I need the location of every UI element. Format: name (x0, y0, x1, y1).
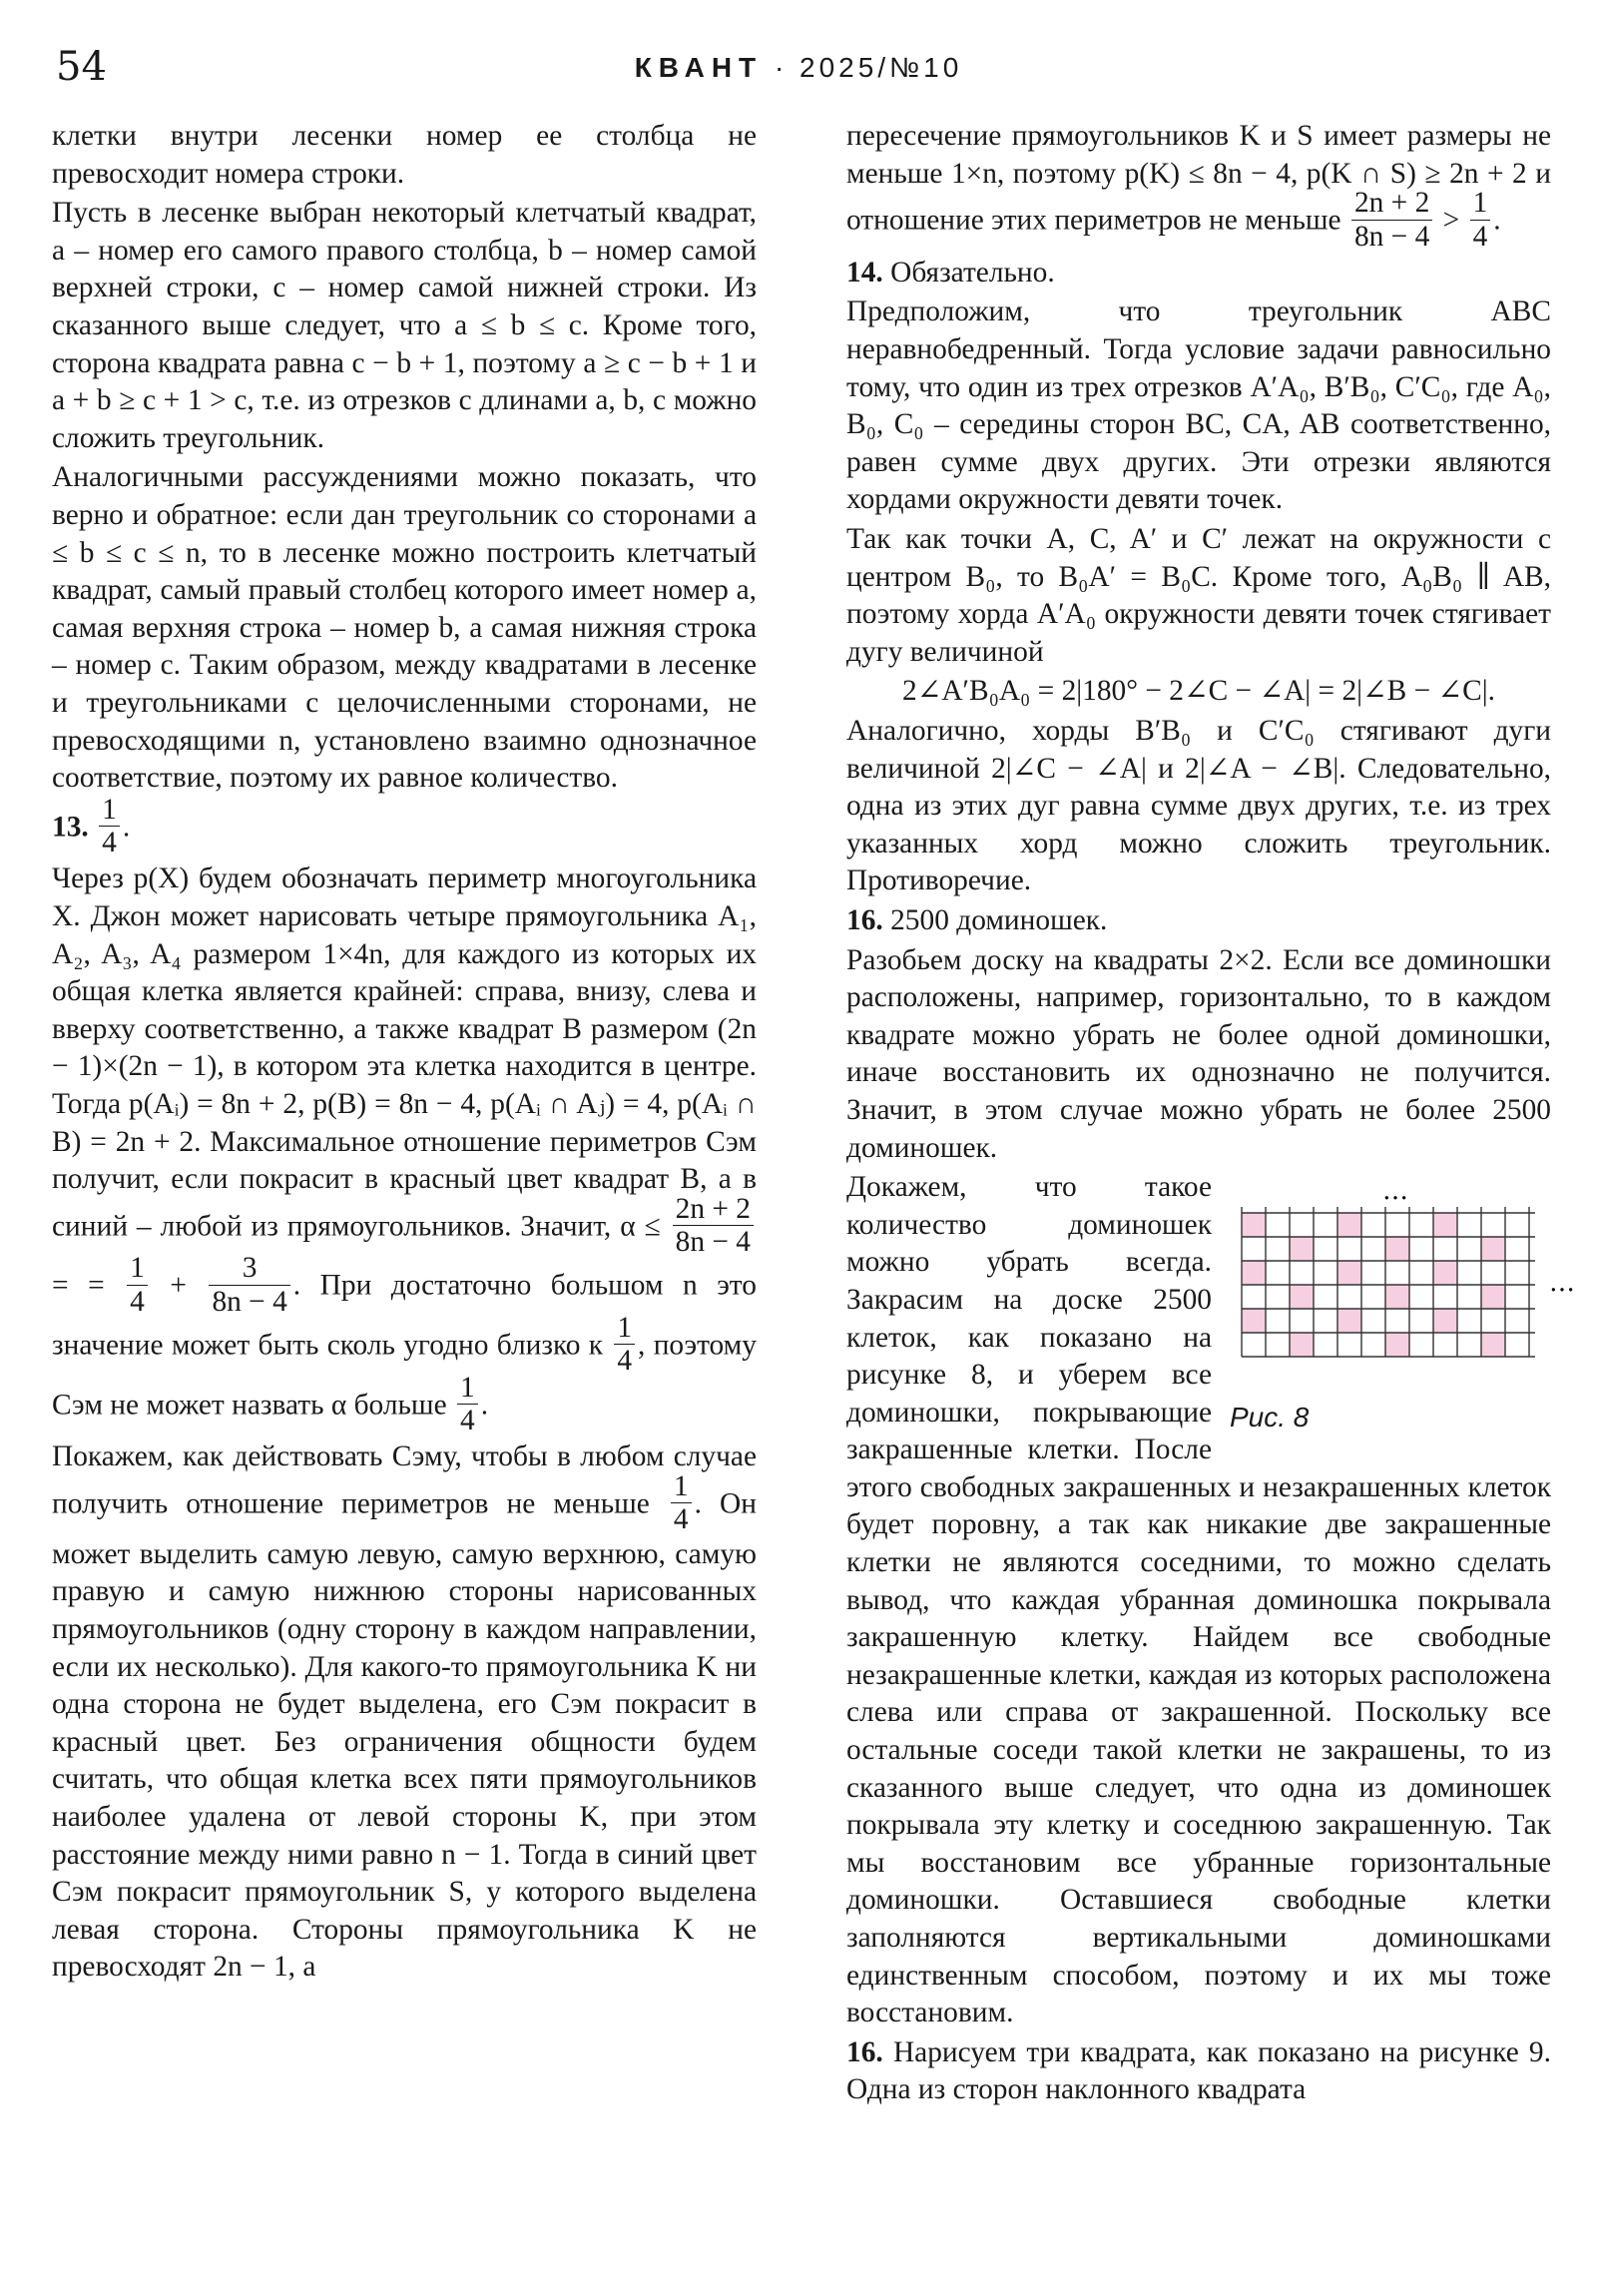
paragraph: Через p(X) будем обозначать периметр многоугольника X. Джон может нарисовать четыре прямоугольника A₁, A₂, A₃, A₄ размером 1×4n, для каждого из которых их общая клетка является крайней: справа, внизу, слева и вверху соответственно, а также квадрат B размером (2n − 1)×(2n − 1), в котором эта клетка находится в центре. Тогда p(Aᵢ) = 8n + 2, p(B) = 8n − 4, p(Aᵢ ∩ Aⱼ) = 4, p(Aᵢ ∩ B) = 2n + 2. Максимальное отношение периметров Сэм получит, если покрасит в красный цвет квадрат B, а в синий – любой из прямоугольников. Значит, α ≤ $\frac{2n + 2}{8n - 4}$ = = $\frac{1}{4}$ + $\frac{3}{8n - 4}$ . При достаточно большом n это значение может быть сколь угодно близко к $\frac{1}{4}$ , поэтому Сэм не может назвать α больше $\frac{1}{4}$ . (52, 862, 757, 1437)
fraction-2n2-8n4: $\frac{2n + 2}{8n - 4}$ (1351, 187, 1432, 253)
running-head (52, 52, 1545, 84)
paragraph: Разобьем доску на квадраты 2×2. Если все доминошки расположены, например, горизонтально, то в каждом квадрате можно убрать не более одной доминошки, иначе восстановить их однозначно не получится. Значит, в этом случае можно убрать не более 2500 доминошек. (846, 943, 1551, 1164)
paragraph: пересечение прямоугольников K и S имеет размеры не меньше 1×n, поэтому p(K) ≤ 8n − 4, p(K ∩ S) ≥ 2n + 2 и отношение этих периметров не меньше $\frac{2n + 2}{8n - 4}$ > $\frac{1}{4}$ . (846, 120, 1551, 253)
problem-number: 13. (52, 811, 89, 844)
paragraph: Так как точки A, C, A′ и C′ лежат на окружности с центром B₀, то B₀A′ = B₀C. Кроме того, A₀B₀ ∥ AB, поэтому хорда A′A₀ окружности девяти точек стягивает дугу величиной (846, 523, 1551, 668)
paragraph: клетки внутри лесенки номер ее столбца не превосходит номера строки. (52, 120, 757, 190)
paragraph: Аналогично, хорды B′B₀ и C′C₀ стягивают дуги величиной 2|∠C − ∠A| и 2|∠A − ∠B|. Следовательно, одна из этих дуг равна сумме двух других, т.е. из трех указанных хорд можно сложить треугольник. Противоречие. (846, 715, 1551, 897)
magazine-title: КВАНТ (634, 52, 764, 83)
paragraph: Покажем, как действовать Сэму, чтобы в любом случае получить отношение периметров не меньше $\frac{1}{4}$ . Он может выделить самую левую, самую верхнюю, самую правую и самую нижнюю стороны нарисованных прямоугольников (одну сторону в каждом направлении, если их несколько). Для какого-то прямоугольника K ни одна сторона не будет выделена, его Сэм покрасит в красный цвет. Без ограничения общности будем считать, что общая клетка всех пяти прямоугольников наиболее удалена от левой стороны K, при этом расстояние между ними равно n − 1. Тогда в синий цвет Сэм покрасит прямоугольник S, у которого выделена левая сторона. Стороны прямоугольника K не превосходят 2n − 1, а (52, 1440, 757, 1984)
shaded-cell (1337, 1309, 1361, 1333)
shaded-cell (1385, 1237, 1409, 1261)
shaded-cell (1481, 1237, 1505, 1261)
paragraph: Аналогичными рассуждениями можно показать, что верно и обратное: если дан треугольник со сторонами a ≤ b ≤ c ≤ n, то в лесенке можно построить клетчатый квадрат, самый правый столбец которого имеет номер a, самая верхняя строка – номер b, а самая нижняя строка – номер c. Таким образом, между квадратами в лесенке и треугольниками с целочисленными сторонами, не превосходящими n, установлено взаимно однозначное соответствие, поэтому их равное количество. (52, 461, 757, 795)
answer-14: 14. Обязательно. (846, 256, 1055, 288)
fraction-one-quarter: $\frac{1}{4}$ (127, 1252, 148, 1318)
left-column (52, 118, 757, 1987)
problem-number: 16. (846, 2035, 883, 2068)
figure-8 (1222, 1173, 1575, 1442)
shaded-cell (1290, 1333, 1314, 1357)
solution-16: 16. Нарисуем три квадрата, как показано на рисунке 9. Одна из сторон наклонного квадрата (846, 2035, 1551, 2106)
shaded-cell (1242, 1261, 1266, 1285)
paragraph: Предположим, что треугольник ABC неравнобедренный. Тогда условие задачи равносильно тому, что один из трех отрезков A′A₀, B′B₀, C′C₀, где A₀, B₀, C₀ – середины сторон BC, CA, AB соответственно, равен сумме двух других. Эти отрезки являются хордами окружности девяти точек. (846, 295, 1551, 516)
paragraph: Пусть в лесенке выбран некоторый клетчатый квадрат, a – номер его самого правого столбца, b – номер самой верхней строки, c – номер самой нижней строки. Из сказанного выше следует, что a ≤ b ≤ c. Кроме того, сторона квадрата равна c − b + 1, поэтому a ≥ c − b + 1 и a + b ≥ c + 1 > c, т.е. из отрезков с длинами a, b, c можно сложить треугольник. (52, 197, 757, 454)
problem-number: 16. (846, 903, 883, 936)
shaded-cell (1385, 1333, 1409, 1357)
shaded-cell (1433, 1309, 1457, 1333)
paragraph: … … Рис. 8 Докажем, что такое количество доминошек можно убрать всегда. Закрасим на доске 2500 клеток, как показано на рисунке 8, и уберем все доминошки, покрывающие закрашенные клетки. После этого свободных закрашенных и незакрашенных клеток будет поровну, а так как никакие две закрашенные клетки не являются соседними, то можно сделать вывод, что каждая убранная доминошка покрывала закрашенную клетку. Найдем все свободные незакрашенные клетки, каждая из которых расположена слева или справа от закрашенной. Поскольку все остальные соседи такой клетки не закрашены, то из сказанного выше следует, что одна из доминошек покрывала эту клетку и соседнюю закрашенную. Так мы восстановим все убранные горизонтальные доминошки. Оставшиеся свободные клетки заполняются вертикальными доминошками единственным способом, поэтому и их мы тоже восстановим. (846, 1171, 1575, 2029)
shaded-cell (1433, 1261, 1457, 1285)
shaded-cell (1385, 1285, 1409, 1309)
fraction-one-quarter: $\frac{1}{4}$ (1470, 187, 1491, 253)
shaded-cell (1242, 1213, 1266, 1237)
right-column (846, 118, 1575, 2109)
fraction-2n2-8n4: $\frac{2n + 2}{8n - 4}$ (673, 1193, 754, 1259)
answer-13: 13. $\frac{1}{4}$ . (52, 793, 131, 860)
problem-number: 14. (846, 256, 883, 288)
figure-caption: Рис. 8 (1230, 1402, 1310, 1434)
shaded-cell (1290, 1285, 1314, 1309)
fraction-one-quarter: $\frac{1}{4}$ (457, 1372, 478, 1437)
fraction-one-quarter: $\frac{1}{4}$ (671, 1470, 692, 1536)
shaded-cell (1337, 1213, 1361, 1237)
ellipsis-top: … (1382, 1176, 1408, 1207)
answer-16: 16. 2500 доминошек. (846, 903, 1108, 936)
fraction-one-quarter: $\frac{1}{4}$ (614, 1312, 635, 1378)
issue-number: · 2025/№10 (774, 52, 963, 83)
fraction-3-8n4: $\frac{3}{8n - 4}$ (209, 1252, 289, 1318)
page-number: 54 (56, 44, 107, 90)
page-header (52, 38, 1545, 98)
shaded-cell (1481, 1333, 1505, 1357)
fraction-one-quarter: $\frac{1}{4}$ (99, 794, 120, 860)
shaded-cell (1242, 1309, 1266, 1333)
shaded-cell (1481, 1285, 1505, 1309)
equation: 2∠A′B₀A₀ = 2|180° − 2∠C − ∠A| = 2|∠B − ∠C|. (902, 675, 1495, 708)
ellipsis-right: … (1549, 1268, 1575, 1299)
shaded-cell (1337, 1261, 1361, 1285)
shaded-cell (1433, 1213, 1457, 1237)
coloring-grid (1222, 1173, 1575, 1393)
shaded-cell (1290, 1237, 1314, 1261)
